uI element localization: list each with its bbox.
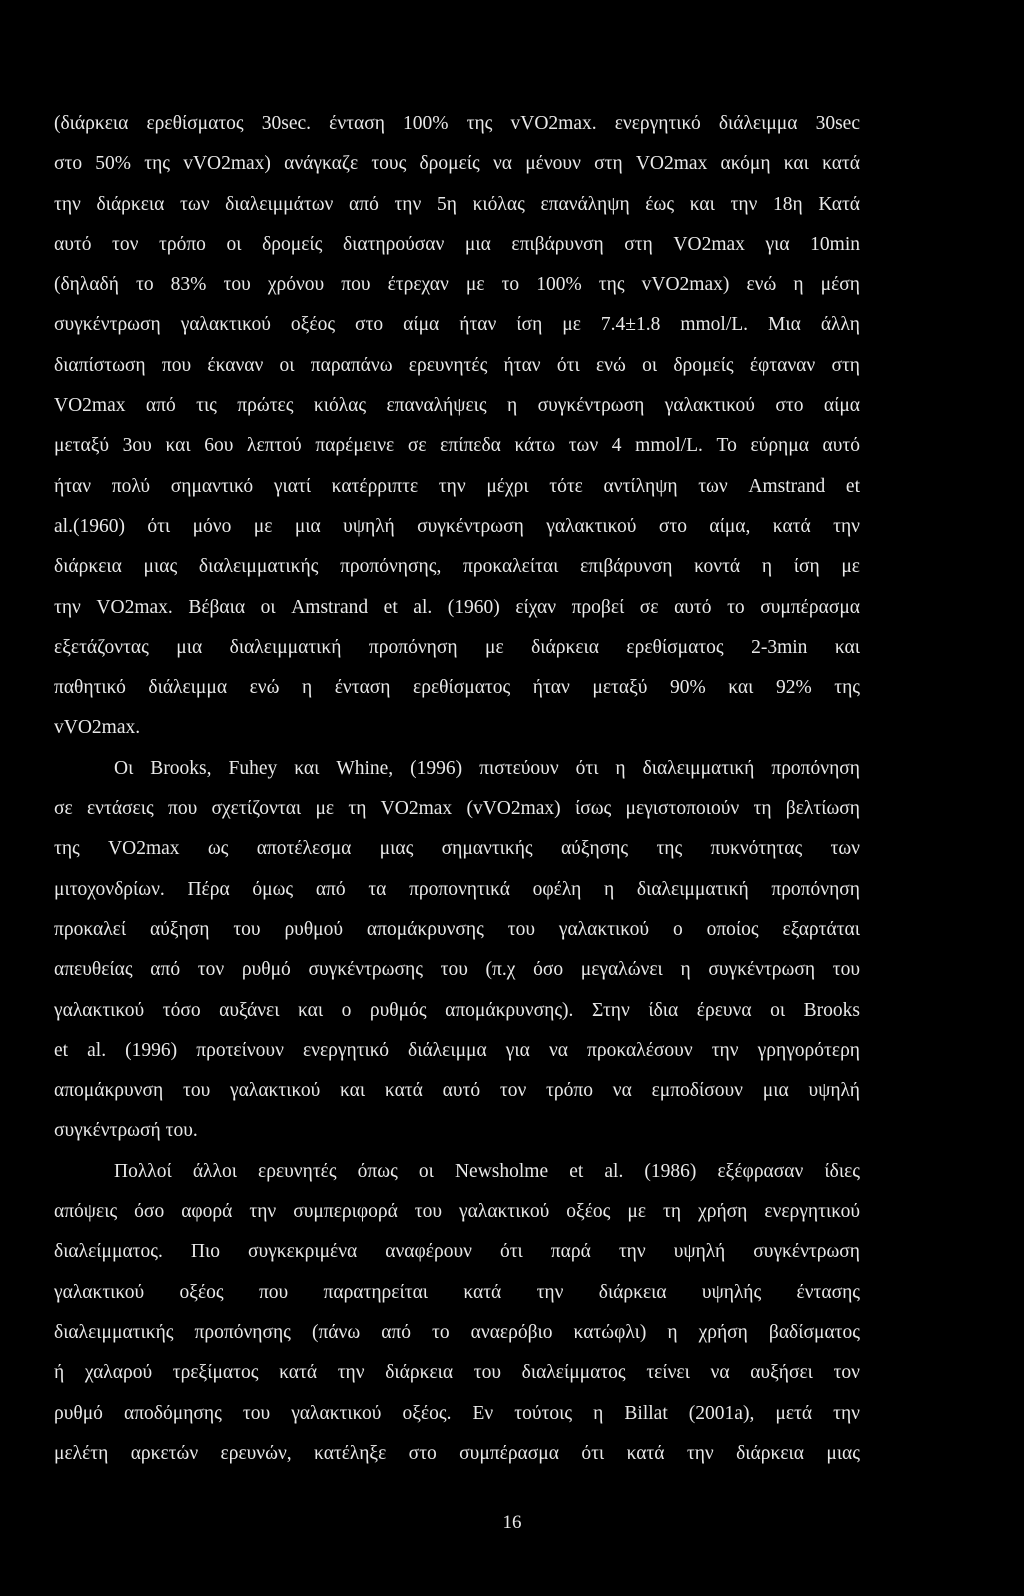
text-line: vVO2max.	[54, 717, 141, 739]
text-line: σε εντάσεις που σχετίζονται με τη VO2max (vVO2max) ίσως μεγιστοποιούν τη βελτίωση	[54, 798, 860, 820]
text-line: παθητικό διάλειμμα ενώ η ένταση ερεθίσματος ήταν μεταξύ 90% και 92% της	[54, 677, 860, 699]
text-line: διαπίστωση που έκαναν οι παραπάνω ερευνητές ήταν ότι ενώ οι δρομείς έφταναν στη	[54, 354, 860, 376]
text-line: απομάκρυνση του γαλακτικού και κατά αυτό τον τρόπο να εμποδίσουν μια υψηλή	[54, 1080, 860, 1102]
text-line: ρυθμό αποδόμησης του γαλακτικού οξέος. Εν τούτοις η Billat (2001a), μετά την	[54, 1402, 860, 1424]
text-line: γαλακτικού οξέος που παρατηρείται κατά την διάρκεια υψηλής έντασης	[54, 1281, 860, 1303]
text-line: (διάρκεια ερεθίσματος 30sec. ένταση 100% της vVO2max. ενεργητικό διάλειμμα 30sec	[54, 113, 860, 134]
text-line: προκαλεί αύξηση του ρυθμού απομάκρυνσης του γαλακτικού ο οποίος εξαρτάται	[54, 918, 860, 940]
text-line: al.(1960) ότι μόνο με μια υψηλή συγκέντρωση γαλακτικού στο αίμα, κατά την	[54, 515, 860, 537]
text-line: VO2max από τις πρώτες κιόλας επαναλήψεις η συγκέντρωση γαλακτικού στο αίμα	[54, 395, 860, 417]
body-text	[54, 104, 860, 1474]
paragraph-first-line: Οι Brooks, Fuhey και Whine, (1996) πιστεύουν ότι η διαλειμματική προπόνηση	[114, 757, 860, 779]
text-line: συγκέντρωσή του.	[54, 1120, 198, 1142]
text-line: της VO2max ως αποτέλεσμα μιας σημαντικής αύξησης της πυκνότητας των	[54, 838, 860, 860]
text-line: μεταξύ 3ου και 6ου λεπτού παρέμεινε σε επίπεδα κάτω των 4 mmol/L. Το εύρημα αυτό	[54, 435, 860, 457]
text-line: γαλακτικού τόσο αυξάνει και ο ρυθμός απομάκρυνσης). Στην ίδια έρευνα οι Brooks	[54, 999, 860, 1021]
text-line: απόψεις όσο αφορά την συμπεριφορά του γαλακτικού οξέος με τη χρήση ενεργητικού	[54, 1201, 860, 1223]
text-line: την VO2max. Βέβαια οι Amstrand et al. (1960) είχαν προβεί σε αυτό το συμπέρασμα	[54, 596, 860, 618]
text-line: διαλειμματικής προπόνησης (πάνω από το αναερόβιο κατώφλι) η χρήση βαδίσματος	[54, 1321, 860, 1343]
text-line: (δηλαδή το 83% του χρόνου που έτρεχαν με το 100% της vVO2max) ενώ η μέση	[54, 274, 860, 296]
text-line: ή χαλαρού τρεξίματος κατά την διάρκεια του διαλείμματος τείνει να αυξήσει τον	[54, 1362, 860, 1384]
text-line: διαλείμματος. Πιο συγκεκριμένα αναφέρουν ότι παρά την υψηλή συγκέντρωση	[54, 1241, 860, 1263]
text-line: ήταν πολύ σημαντικό γιατί κατέρριπτε την μέχρι τότε αντίληψη των Amstrand et	[54, 475, 860, 497]
text-line: αυτό τον τρόπο οι δρομείς διατηρούσαν μια επιβάρυνση στη VO2max για 10min	[54, 233, 860, 255]
text-line: διάρκεια μιας διαλειμματικής προπόνησης, προκαλείται επιβάρυνση κοντά η ίση με	[54, 556, 860, 578]
text-line: συγκέντρωση γαλακτικού οξέος στο αίμα ήταν ίση με 7.4±1.8 mmol/L. Μια άλλη	[54, 314, 860, 336]
text-line: στο 50% της vVO2max) ανάγκαζε τους δρομείς να μένουν στη VO2max ακόμη και κατά	[54, 153, 860, 175]
text-line: μελέτη αρκετών ερευνών, κατέληξε στο συμπέρασμα ότι κατά την διάρκεια μιας	[54, 1442, 860, 1464]
text-line: απευθείας από τον ρυθμό συγκέντρωσης του (π.χ όσο μεγαλώνει η συγκέντρωση του	[54, 959, 860, 981]
text-line: et al. (1996) προτείνουν ενεργητικό διάλειμμα για να προκαλέσουν την γρηγορότερη	[54, 1039, 860, 1061]
text-line: μιτοχονδρίων. Πέρα όμως από τα προπονητικά οφέλη η διαλειμματική προπόνηση	[54, 878, 860, 900]
text-line: εξετάζοντας μια διαλειμματική προπόνηση με διάρκεια ερεθίσματος 2-3min και	[54, 636, 860, 658]
text-line: την διάρκεια των διαλειμμάτων από την 5η κιόλας επανάληψη έως και την 18η Κατά	[54, 193, 860, 215]
page-number: 16	[502, 1512, 522, 1533]
paragraph-first-line: Πολλοί άλλοι ερευνητές όπως οι Newsholme et al. (1986) εξέφρασαν ίδιες	[114, 1160, 860, 1182]
